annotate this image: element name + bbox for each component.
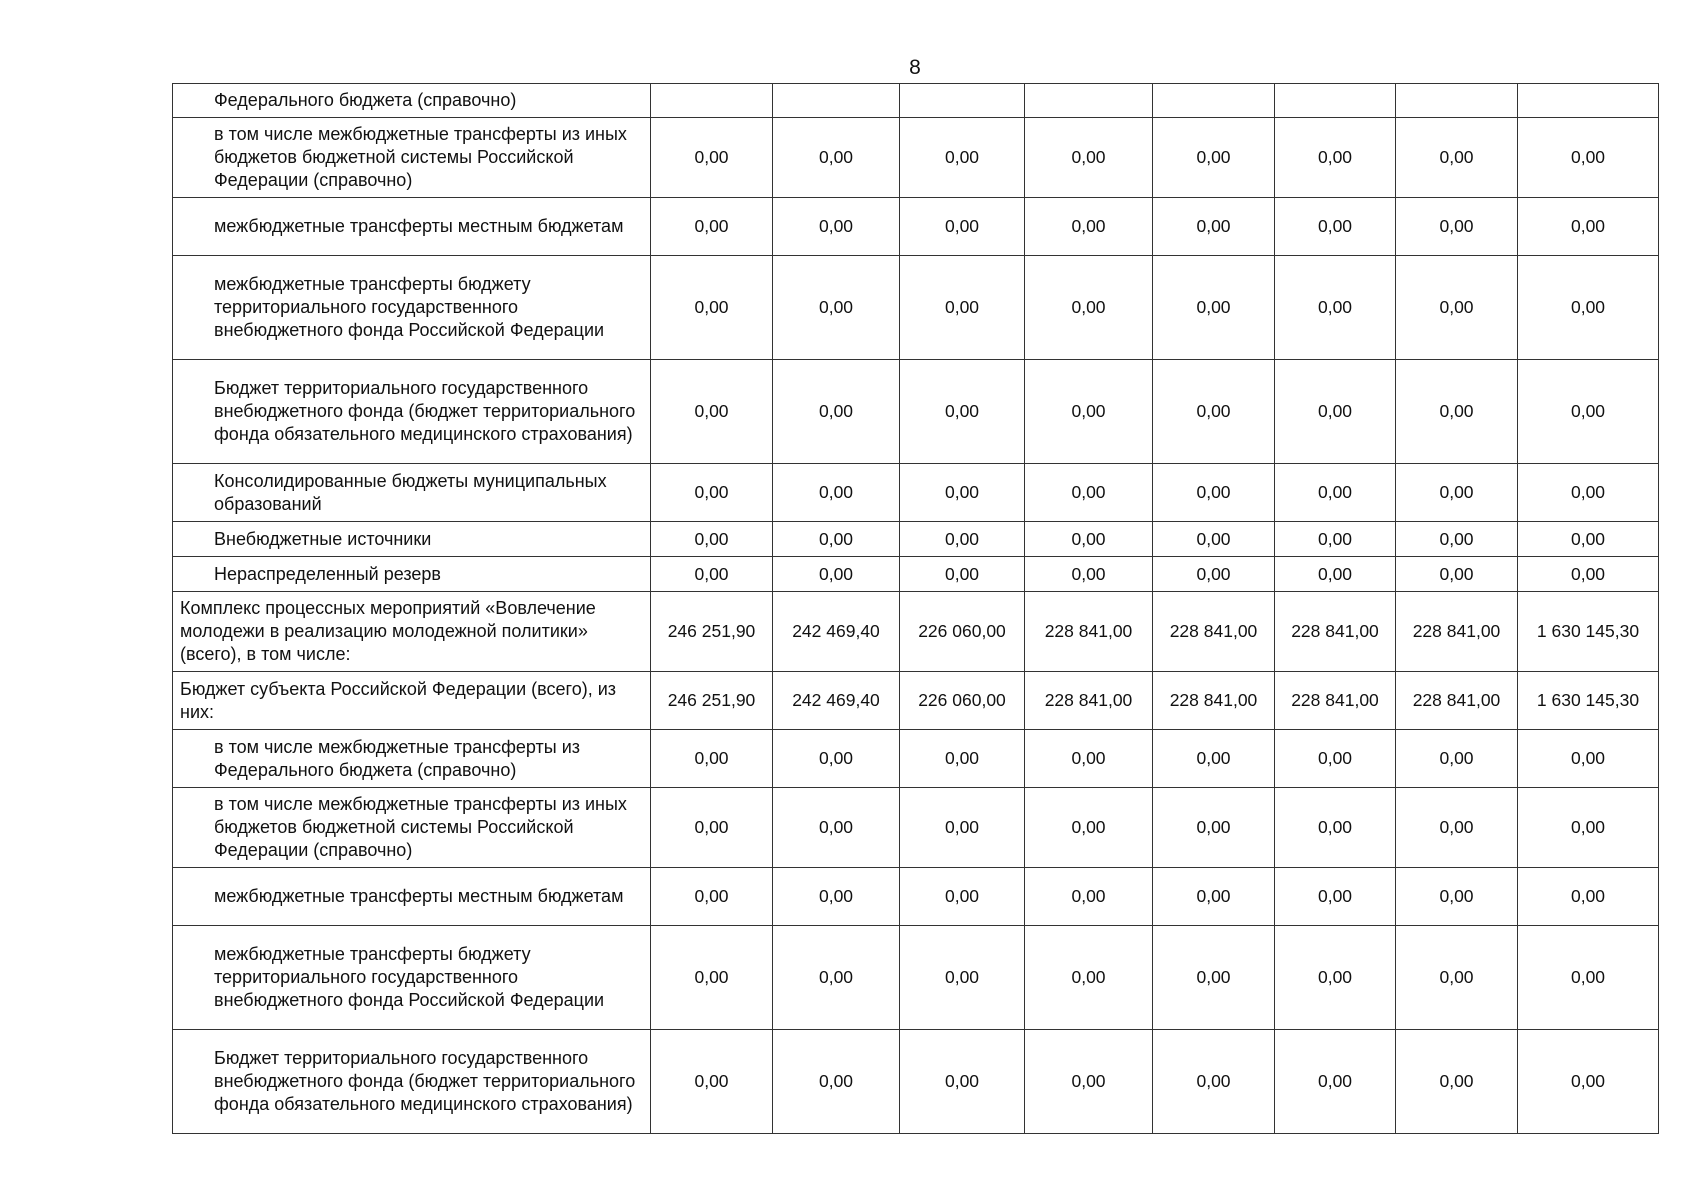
row-label: Консолидированные бюджеты муниципальных образований	[173, 464, 651, 522]
value-cell: 0,00	[1025, 557, 1153, 592]
row-label: в том числе межбюджетные трансферты из иных бюджетов бюджетной системы Российской Федерации (справочно)	[173, 118, 651, 198]
table-row	[173, 198, 1659, 256]
value-cell: 0,00	[1275, 256, 1396, 360]
value-cell: 0,00	[900, 788, 1025, 868]
value-cell: 0,00	[1518, 1030, 1659, 1134]
row-label: Внебюджетные источники	[173, 522, 651, 557]
value-cell: 0,00	[1396, 557, 1518, 592]
value-cell: 0,00	[1518, 198, 1659, 256]
value-cell: 0,00	[773, 360, 900, 464]
value-cell	[900, 84, 1025, 118]
row-label: межбюджетные трансферты местным бюджетам	[173, 868, 651, 926]
value-cell: 0,00	[1153, 730, 1275, 788]
row-label: в том числе межбюджетные трансферты из Федерального бюджета (справочно)	[173, 730, 651, 788]
row-label: Федерального бюджета (справочно)	[173, 84, 651, 118]
value-cell: 0,00	[1518, 464, 1659, 522]
value-cell: 0,00	[1518, 926, 1659, 1030]
value-cell: 0,00	[1153, 522, 1275, 557]
value-cell: 0,00	[1153, 198, 1275, 256]
value-cell: 0,00	[1275, 360, 1396, 464]
value-cell	[1396, 84, 1518, 118]
value-cell: 0,00	[1396, 198, 1518, 256]
value-cell: 0,00	[773, 926, 900, 1030]
value-cell: 0,00	[651, 118, 773, 198]
value-cell: 0,00	[651, 360, 773, 464]
value-cell: 0,00	[1518, 256, 1659, 360]
value-cell: 0,00	[900, 522, 1025, 557]
value-cell: 0,00	[1275, 926, 1396, 1030]
table-row	[173, 730, 1659, 788]
value-cell: 242 469,40	[773, 672, 900, 730]
value-cell: 0,00	[900, 1030, 1025, 1134]
value-cell: 0,00	[1025, 730, 1153, 788]
table-row	[173, 672, 1659, 730]
value-cell: 0,00	[1396, 256, 1518, 360]
value-cell: 0,00	[1518, 868, 1659, 926]
table-row	[173, 788, 1659, 868]
table-row	[173, 464, 1659, 522]
row-label: в том числе межбюджетные трансферты из иных бюджетов бюджетной системы Российской Федерации (справочно)	[173, 788, 651, 868]
value-cell: 0,00	[773, 198, 900, 256]
value-cell: 0,00	[1518, 118, 1659, 198]
table-row	[173, 360, 1659, 464]
value-cell: 0,00	[1025, 360, 1153, 464]
table-body	[173, 84, 1659, 1134]
value-cell: 0,00	[773, 557, 900, 592]
value-cell: 0,00	[1275, 198, 1396, 256]
value-cell: 0,00	[900, 256, 1025, 360]
value-cell	[773, 84, 900, 118]
value-cell: 226 060,00	[900, 672, 1025, 730]
value-cell: 0,00	[773, 522, 900, 557]
value-cell: 0,00	[1396, 118, 1518, 198]
value-cell: 0,00	[1275, 464, 1396, 522]
value-cell: 0,00	[1396, 1030, 1518, 1134]
value-cell: 0,00	[1518, 730, 1659, 788]
value-cell: 1 630 145,30	[1518, 592, 1659, 672]
table-row	[173, 868, 1659, 926]
value-cell: 0,00	[900, 868, 1025, 926]
value-cell: 0,00	[651, 730, 773, 788]
value-cell: 228 841,00	[1396, 672, 1518, 730]
value-cell: 0,00	[1275, 868, 1396, 926]
value-cell: 226 060,00	[900, 592, 1025, 672]
value-cell: 0,00	[1518, 360, 1659, 464]
value-cell: 1 630 145,30	[1518, 672, 1659, 730]
row-label: межбюджетные трансферты бюджету территориального государственного внебюджетного фонда Российской Федерации	[173, 926, 651, 1030]
value-cell: 0,00	[900, 926, 1025, 1030]
value-cell: 0,00	[1518, 522, 1659, 557]
value-cell: 0,00	[900, 360, 1025, 464]
value-cell: 228 841,00	[1153, 672, 1275, 730]
value-cell: 0,00	[1275, 557, 1396, 592]
value-cell: 0,00	[1153, 868, 1275, 926]
value-cell: 0,00	[773, 464, 900, 522]
budget-table	[172, 83, 1659, 1134]
value-cell: 0,00	[1025, 198, 1153, 256]
value-cell: 0,00	[773, 788, 900, 868]
row-label: Бюджет субъекта Российской Федерации (всего), из них:	[173, 672, 651, 730]
value-cell: 0,00	[1153, 118, 1275, 198]
row-label: Бюджет территориального государственного внебюджетного фонда (бюджет территориального фонда обязательного медицинского страхования)	[173, 360, 651, 464]
value-cell: 0,00	[1275, 118, 1396, 198]
value-cell	[1518, 84, 1659, 118]
value-cell: 0,00	[651, 1030, 773, 1134]
value-cell: 0,00	[1025, 522, 1153, 557]
value-cell: 0,00	[773, 256, 900, 360]
table-row	[173, 84, 1659, 118]
value-cell: 0,00	[1025, 926, 1153, 1030]
table-row	[173, 118, 1659, 198]
value-cell: 0,00	[1275, 730, 1396, 788]
value-cell	[1025, 84, 1153, 118]
value-cell: 0,00	[1025, 256, 1153, 360]
table-row	[173, 926, 1659, 1030]
value-cell: 0,00	[1153, 256, 1275, 360]
value-cell: 0,00	[651, 198, 773, 256]
value-cell: 0,00	[773, 1030, 900, 1134]
value-cell: 0,00	[651, 868, 773, 926]
value-cell: 0,00	[900, 730, 1025, 788]
value-cell: 0,00	[1396, 464, 1518, 522]
value-cell: 228 841,00	[1153, 592, 1275, 672]
value-cell: 0,00	[651, 926, 773, 1030]
value-cell: 242 469,40	[773, 592, 900, 672]
value-cell: 0,00	[900, 464, 1025, 522]
value-cell: 0,00	[1025, 1030, 1153, 1134]
value-cell: 0,00	[1275, 788, 1396, 868]
value-cell: 0,00	[900, 118, 1025, 198]
table-row	[173, 256, 1659, 360]
value-cell: 0,00	[1396, 868, 1518, 926]
table-row	[173, 592, 1659, 672]
value-cell: 0,00	[1025, 788, 1153, 868]
value-cell: 0,00	[1153, 464, 1275, 522]
value-cell: 246 251,90	[651, 672, 773, 730]
value-cell: 0,00	[1396, 788, 1518, 868]
value-cell: 0,00	[1153, 1030, 1275, 1134]
value-cell: 0,00	[1153, 557, 1275, 592]
value-cell: 0,00	[1275, 1030, 1396, 1134]
row-label: межбюджетные трансферты местным бюджетам	[173, 198, 651, 256]
value-cell: 0,00	[651, 557, 773, 592]
value-cell: 0,00	[651, 788, 773, 868]
value-cell: 0,00	[773, 868, 900, 926]
table-row	[173, 1030, 1659, 1134]
value-cell: 0,00	[651, 464, 773, 522]
value-cell: 228 841,00	[1396, 592, 1518, 672]
value-cell: 228 841,00	[1025, 592, 1153, 672]
row-label: Комплекс процессных мероприятий «Вовлечение молодежи в реализацию молодежной политики» (всего), в том числе:	[173, 592, 651, 672]
table-row	[173, 522, 1659, 557]
row-label: Бюджет территориального государственного внебюджетного фонда (бюджет территориального фонда обязательного медицинского страхования)	[173, 1030, 651, 1134]
row-label: Нераспределенный резерв	[173, 557, 651, 592]
row-label: межбюджетные трансферты бюджету территориального государственного внебюджетного фонда Российской Федерации	[173, 256, 651, 360]
value-cell: 0,00	[651, 522, 773, 557]
value-cell: 0,00	[1396, 926, 1518, 1030]
value-cell: 0,00	[651, 256, 773, 360]
value-cell: 0,00	[1025, 868, 1153, 926]
value-cell: 0,00	[1396, 730, 1518, 788]
value-cell: 0,00	[1153, 926, 1275, 1030]
value-cell: 0,00	[900, 557, 1025, 592]
value-cell: 0,00	[1153, 360, 1275, 464]
table-row	[173, 557, 1659, 592]
value-cell: 0,00	[1396, 522, 1518, 557]
value-cell: 0,00	[773, 118, 900, 198]
value-cell: 0,00	[1275, 522, 1396, 557]
value-cell: 0,00	[1025, 464, 1153, 522]
value-cell	[651, 84, 773, 118]
value-cell: 0,00	[773, 730, 900, 788]
value-cell	[1275, 84, 1396, 118]
value-cell: 0,00	[1396, 360, 1518, 464]
value-cell: 0,00	[1518, 557, 1659, 592]
value-cell: 0,00	[1518, 788, 1659, 868]
value-cell	[1153, 84, 1275, 118]
value-cell: 228 841,00	[1025, 672, 1153, 730]
value-cell: 228 841,00	[1275, 672, 1396, 730]
value-cell: 0,00	[1153, 788, 1275, 868]
value-cell: 0,00	[1025, 118, 1153, 198]
value-cell: 0,00	[900, 198, 1025, 256]
value-cell: 246 251,90	[651, 592, 773, 672]
value-cell: 228 841,00	[1275, 592, 1396, 672]
page-number: 8	[909, 56, 921, 79]
